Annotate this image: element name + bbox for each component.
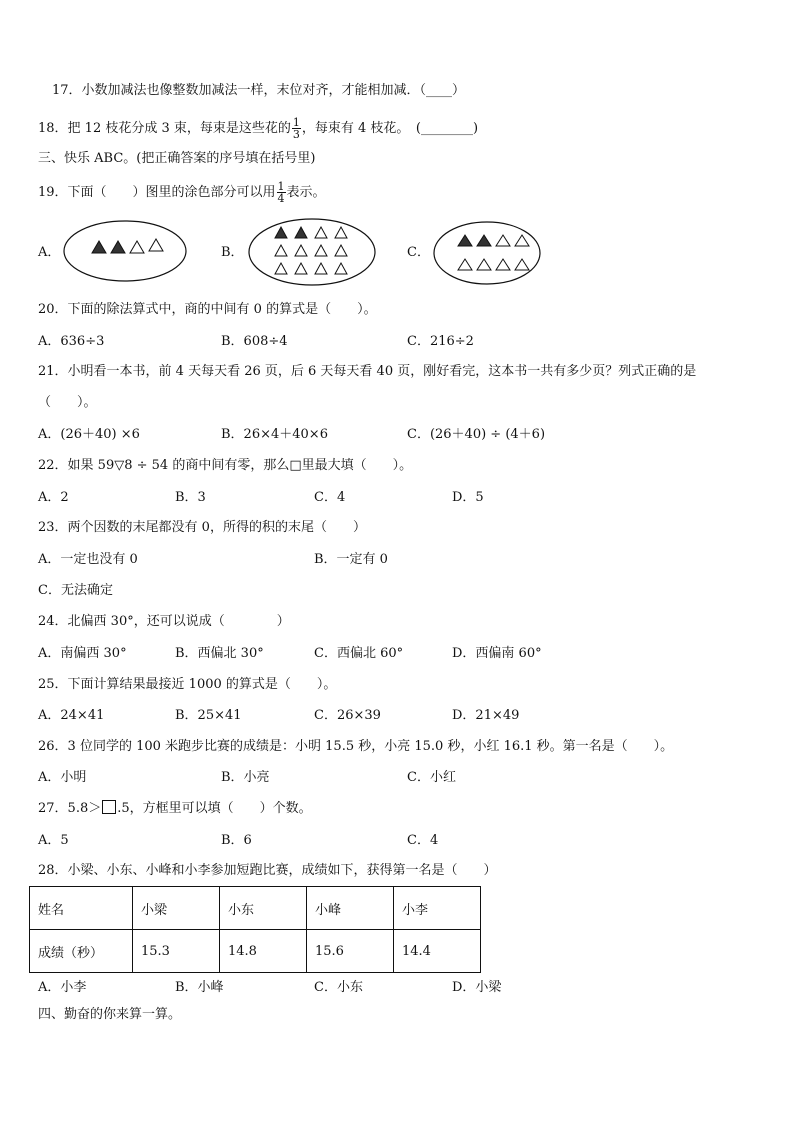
question-28: [38, 862, 497, 880]
q26-option-c: C．小红: [407, 770, 456, 785]
table-cell: 小李: [394, 887, 481, 930]
q23-option-a: A．一定也没有 0: [38, 552, 138, 567]
question-27-text-end: .5，方框里可以填（ ）个数。: [117, 801, 312, 816]
question-26: [38, 738, 673, 756]
q20-option-b: B．608÷4: [221, 334, 288, 349]
empty-triangle-icon: [315, 227, 327, 238]
q27-option-b: B．6: [221, 833, 252, 848]
shaded-triangle-icon: [477, 235, 491, 246]
fraction-denominator: 3: [292, 128, 300, 141]
question-22: [38, 457, 412, 475]
table-header-row: [30, 887, 481, 930]
question-27-text: 27．5.8＞: [38, 801, 102, 816]
question-19-text: 19．下面（ ）图里的涂色部分可以用: [38, 185, 276, 200]
q20-option-c: C．216÷2: [407, 334, 474, 349]
empty-triangle-icon: [335, 227, 347, 238]
question-23-text: 23．两个因数的末尾都没有 0，所得的积的末尾（ ）: [38, 520, 366, 535]
q22-option-d: D．5: [452, 490, 484, 505]
q28-option-c: C．小东: [314, 980, 363, 995]
shaded-triangle-icon: [458, 235, 472, 246]
question-20: [38, 301, 377, 319]
table-cell: 15.3: [133, 930, 220, 973]
empty-triangle-icon: [130, 241, 144, 253]
fraction-denominator: 4: [277, 192, 285, 205]
table-row: [30, 930, 481, 973]
empty-triangle-icon: [275, 263, 287, 274]
q24-option-d: D．西偏南 60°: [452, 646, 542, 661]
blank-square-box: [102, 800, 116, 814]
q25-option-d: D．21×49: [452, 708, 520, 723]
q21-option-a: A．(26＋40) ×6: [38, 427, 140, 442]
oval-outline: [64, 221, 186, 281]
empty-triangle-icon: [477, 259, 491, 270]
empty-triangle-icon: [458, 259, 472, 270]
fraction-numerator: 1: [277, 180, 285, 193]
table-cell: 小梁: [133, 887, 220, 930]
question-22-text: 22．如果 59▽8 ÷ 54 的商中间有零，那么□里最大填（ ）。: [38, 458, 413, 473]
question-19-text-end: 表示。: [286, 185, 326, 200]
q19-option-a-label: A．: [38, 245, 61, 260]
fraction-numerator: 1: [292, 116, 300, 129]
q22-option-b: B．3: [175, 490, 206, 505]
question-24-text: 24．北偏西 30°，还可以说成（ ）: [38, 614, 290, 629]
empty-triangle-icon: [515, 259, 529, 270]
empty-triangle-icon: [315, 263, 327, 274]
table-cell: 小峰: [307, 887, 394, 930]
oval-outline: [249, 219, 375, 285]
empty-triangle-icon: [335, 263, 347, 274]
table-cell: 15.6: [307, 930, 394, 973]
oval-outline: [434, 222, 540, 284]
q24-option-b: B．西偏北 30°: [175, 646, 264, 661]
question-21-line2: [38, 394, 97, 412]
q23-option-c: C．无法确定: [38, 583, 113, 598]
question-26-text: 26．3 位同学的 100 米跑步比赛的成绩是：小明 15.5 秒，小亮 15.0 秒，小红 16.1 秒。第一名是（ ）。: [38, 739, 674, 754]
q22-option-a: A．2: [38, 490, 69, 505]
shaded-triangle-icon: [111, 241, 125, 253]
question-21-text: 21．小明看一本书，前 4 天每天看 26 页，后 6 天每天看 40 页，刚好看完，这本书一共有多少页？列式正确的是: [38, 364, 697, 379]
q19-figure-b: [247, 217, 377, 287]
q27-option-a: A．5: [38, 833, 69, 848]
question-19: [38, 181, 326, 204]
q21-option-c: C．(26＋40) ÷ (4＋6): [407, 427, 546, 442]
empty-triangle-icon: [515, 235, 529, 246]
section-4-title: 四、勤奋的你来算一算。: [38, 1007, 182, 1022]
q19-figure-a: [62, 219, 188, 283]
empty-triangle-icon: [496, 235, 510, 246]
question-21-text-2: （ ）。: [38, 395, 97, 410]
table-cell: 14.4: [394, 930, 481, 973]
question-21: [38, 363, 696, 381]
q20-option-a: A．636÷3: [38, 334, 105, 349]
race-results-table: [29, 886, 481, 973]
q27-option-c: C．4: [407, 833, 439, 848]
table-cell: 14.8: [220, 930, 307, 973]
q25-option-a: A．24×41: [38, 708, 105, 723]
q25-option-c: C．26×39: [314, 708, 381, 723]
q22-option-c: C．4: [314, 490, 346, 505]
question-18: [38, 117, 478, 140]
question-18-text-end: ，每束有 4 枝花。 (________): [301, 121, 479, 136]
empty-triangle-icon: [315, 245, 327, 256]
question-25-text: 25．下面计算结果最接近 1000 的算式是（ ）。: [38, 677, 337, 692]
table-cell: 小东: [220, 887, 307, 930]
empty-triangle-icon: [335, 245, 347, 256]
shaded-triangle-icon: [275, 227, 287, 238]
shaded-triangle-icon: [295, 227, 307, 238]
question-20-text: 20．下面的除法算式中，商的中间有 0 的算式是（ ）。: [38, 302, 377, 317]
q19-option-b-label: B．: [221, 245, 244, 260]
empty-triangle-icon: [149, 239, 163, 251]
empty-triangle-icon: [275, 245, 287, 256]
question-28-text: 28．小梁、小东、小峰和小李参加短跑比赛，成绩如下，获得第一名是（ ）: [38, 863, 497, 878]
q26-option-a: A．小明: [38, 770, 87, 785]
fraction-one-quarter: [277, 181, 286, 204]
question-25: [38, 676, 336, 694]
q23-option-b: B．一定有 0: [314, 552, 388, 567]
question-17-text: 17．小数加减法也像整数加减法一样，末位对齐，才能相加减．（____）: [52, 83, 466, 98]
question-23: [38, 519, 366, 537]
section-3-title: 三、快乐 ABC。(把正确答案的序号填在括号里): [38, 151, 316, 166]
q26-option-b: B．小亮: [221, 770, 270, 785]
question-24: [38, 613, 290, 631]
section-3-heading: [38, 150, 315, 168]
section-4-heading: [38, 1006, 181, 1024]
q25-option-b: B．25×41: [175, 708, 242, 723]
question-17: [52, 82, 465, 100]
q28-option-b: B．小峰: [175, 980, 224, 995]
q24-option-c: C．西偏北 60°: [314, 646, 404, 661]
table-cell: 成绩（秒）: [30, 930, 133, 973]
table-cell: 姓名: [30, 887, 133, 930]
shaded-triangle-icon: [92, 241, 106, 253]
q28-option-d: D．小梁: [452, 980, 502, 995]
q24-option-a: A．南偏西 30°: [38, 646, 127, 661]
q28-option-a: A．小李: [38, 980, 87, 995]
q21-option-b: B．26×4＋40×6: [221, 427, 328, 442]
question-27: [38, 800, 312, 818]
empty-triangle-icon: [496, 259, 510, 270]
empty-triangle-icon: [295, 263, 307, 274]
q19-figure-c: [432, 220, 542, 286]
empty-triangle-icon: [295, 245, 307, 256]
fraction-one-third: [292, 117, 301, 140]
q19-option-c-label: C．: [407, 245, 430, 260]
question-18-text: 18．把 12 枝花分成 3 束，每束是这些花的: [38, 121, 291, 136]
